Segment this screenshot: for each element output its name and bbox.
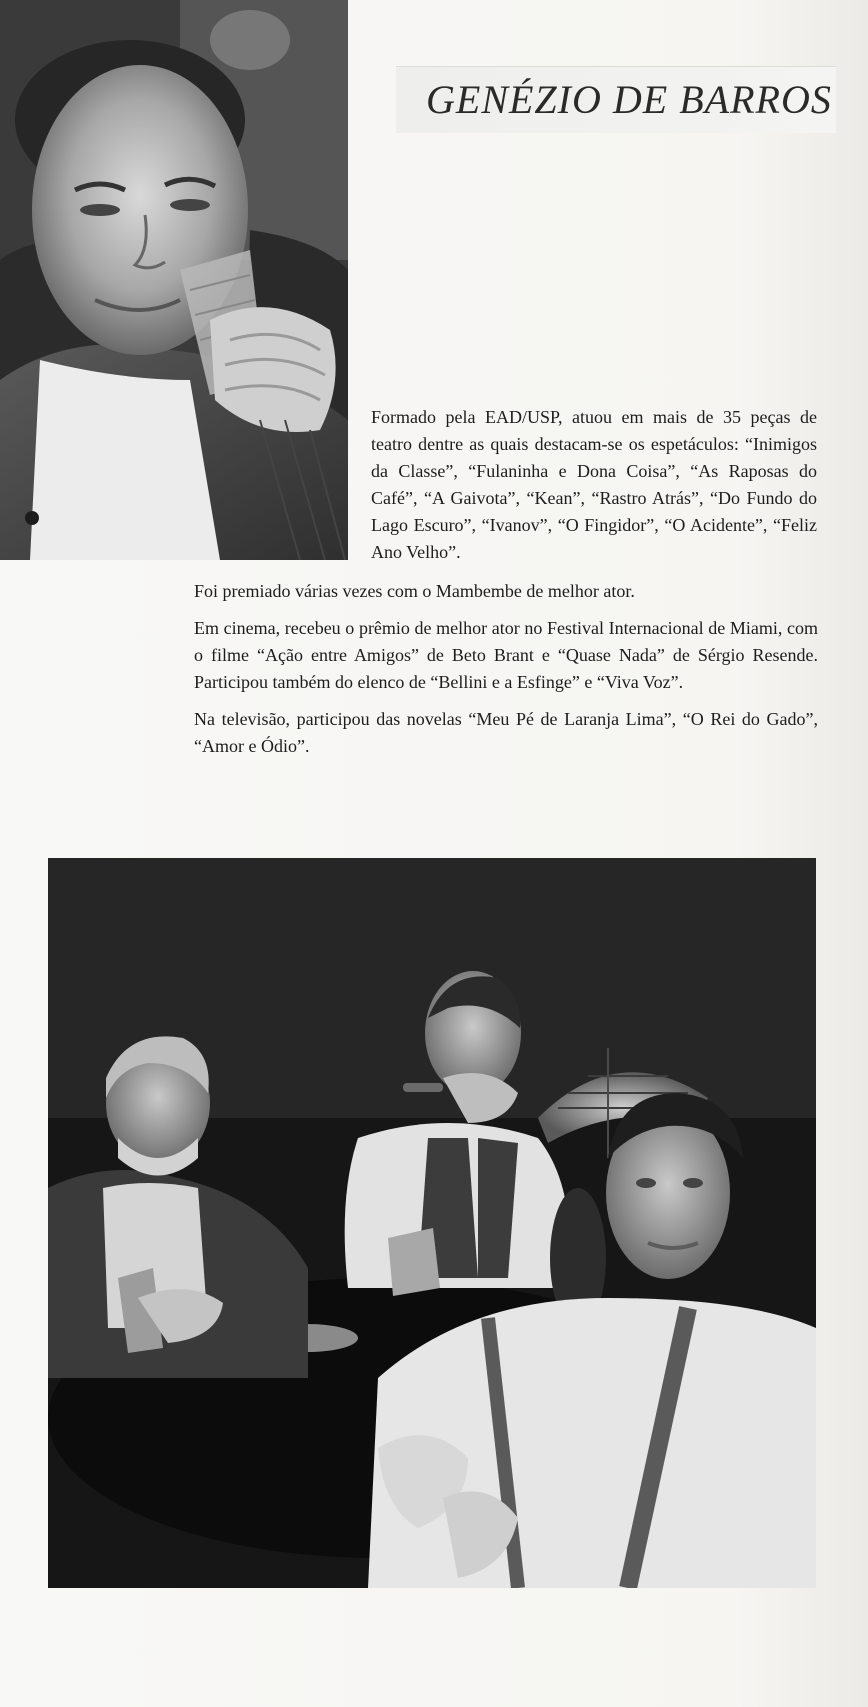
bio-paragraph-television: Na televisão, participou das novelas “Meu Pé de Laranja Lima”, “O Rei do Gado”, “Amor e Ódio”. [194,709,818,756]
bio-text-block [194,578,818,770]
bio-paragraph-theatre: Formado pela EAD/USP, atuou em mais de 35 peças de teatro dentre as quais destacam-se os espetáculos: “Inimigos da Classe”, “Fulaninha e Dona Coisa”, “As Raposas do Café”, “A Gaivota”, “Kean”, “Rastro Atrás”, “Do Fundo do Lago Escuro”, “Ivanov”, “O Fingidor”, “O Acidente”, “Feliz Ano Velho”. [371,407,817,562]
scene-photo [48,858,816,1588]
bio-paragraph-awards: Foi premiado várias vezes com o Mambembe de melhor ator. [194,581,635,601]
portrait-photo [0,0,348,560]
page-title: GENÉZIO DE BARROS [426,77,832,122]
bio-paragraph-cinema: Em cinema, recebeu o prêmio de melhor ator no Festival Internacional de Miami, com o filme “Ação entre Amigos” de Beto Brant e “Quase Nada” de Sérgio Resende. Participou também do elenco de “Bellini e a Esfinge” e “Viva Voz”. [194,618,818,692]
